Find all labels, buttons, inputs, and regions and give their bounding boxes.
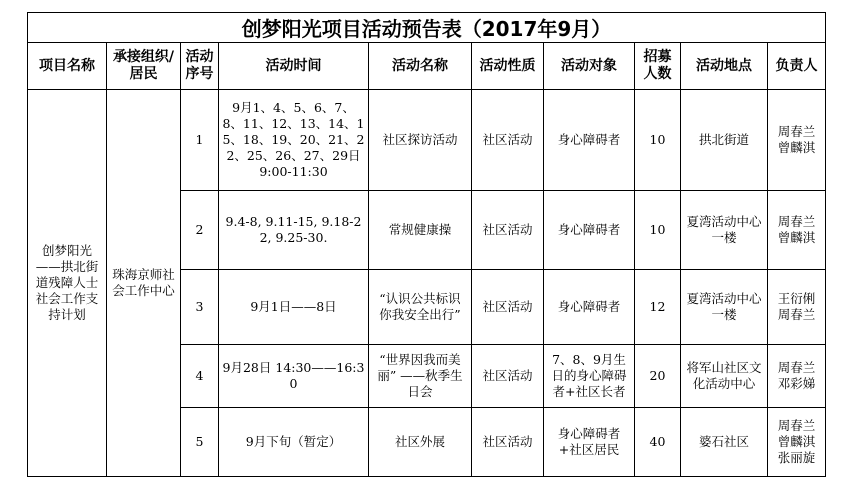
activity-time-cell: 9月28日 14:30——16:30 <box>219 345 369 408</box>
leader-cell: 周春兰 曾麟淇 <box>768 90 826 191</box>
activity-target-cell: 身心障碍者 <box>544 270 635 345</box>
activity-name-cell: “认识公共标识 你我安全出行” <box>369 270 472 345</box>
activity-nature-cell: 社区活动 <box>472 270 544 345</box>
location-cell: 夏湾活动中心一楼 <box>681 270 768 345</box>
activity-name-cell: 常规健康操 <box>369 191 472 270</box>
activity-target-cell: 身心障碍者 <box>544 90 635 191</box>
activity-time-cell: 9.4-8, 9.11-15, 9.18-22, 9.25-30. <box>219 191 369 270</box>
activity-time-cell: 9月下旬（暂定） <box>219 408 369 477</box>
activity-no-cell: 4 <box>181 345 219 408</box>
project-name-cell: 创梦阳光——拱北街道残障人士社会工作支持计划 <box>28 90 107 477</box>
table-row <box>28 90 826 191</box>
activity-target-cell: 7、8、9月生日的身心障碍者+社区长者 <box>544 345 635 408</box>
leader-cell: 周春兰 曾麟淇 张丽旋 <box>768 408 826 477</box>
activity-time-cell: 9月1、4、5、6、7、8、11、12、13、14、15、18、19、20、21、22、25、26、27、29日 9:00-11:30 <box>219 90 369 191</box>
activity-schedule-table <box>27 12 826 477</box>
activity-name-cell: 社区外展 <box>369 408 472 477</box>
leader-cell: 周春兰 曾麟淇 <box>768 191 826 270</box>
activity-nature-cell: 社区活动 <box>472 90 544 191</box>
activity-no-cell: 1 <box>181 90 219 191</box>
leader-cell: 王衍俐 周春兰 <box>768 270 826 345</box>
header-location: 活动地点 <box>681 43 768 90</box>
header-project-name: 项目名称 <box>28 43 107 90</box>
recruit-count-cell: 10 <box>635 90 681 191</box>
activity-nature-cell: 社区活动 <box>472 408 544 477</box>
organization-cell: 珠海京师社会工作中心 <box>107 90 181 477</box>
location-cell: 婆石社区 <box>681 408 768 477</box>
activity-name-cell: “世界因我而美丽” ——秋季生日会 <box>369 345 472 408</box>
activity-no-cell: 5 <box>181 408 219 477</box>
header-activity-name: 活动名称 <box>369 43 472 90</box>
header-activity-no: 活动序号 <box>181 43 219 90</box>
activity-target-cell: 身心障碍者 <box>544 191 635 270</box>
header-activity-time: 活动时间 <box>219 43 369 90</box>
recruit-count-cell: 20 <box>635 345 681 408</box>
activity-no-cell: 2 <box>181 191 219 270</box>
location-cell: 夏湾活动中心一楼 <box>681 191 768 270</box>
header-activity-target: 活动对象 <box>544 43 635 90</box>
leader-cell: 周春兰 邓彩娣 <box>768 345 826 408</box>
header-recruit-count: 招募人数 <box>635 43 681 90</box>
activity-nature-cell: 社区活动 <box>472 345 544 408</box>
activity-time-cell: 9月1日——8日 <box>219 270 369 345</box>
table-title: 创梦阳光项目活动预告表（2017年9月） <box>28 13 826 43</box>
location-cell: 拱北街道 <box>681 90 768 191</box>
recruit-count-cell: 10 <box>635 191 681 270</box>
activity-name-cell: 社区探访活动 <box>369 90 472 191</box>
recruit-count-cell: 12 <box>635 270 681 345</box>
activity-nature-cell: 社区活动 <box>472 191 544 270</box>
header-activity-nature: 活动性质 <box>472 43 544 90</box>
recruit-count-cell: 40 <box>635 408 681 477</box>
header-leader: 负责人 <box>768 43 826 90</box>
location-cell: 将军山社区文化活动中心 <box>681 345 768 408</box>
activity-no-cell: 3 <box>181 270 219 345</box>
header-organization: 承接组织/居民 <box>107 43 181 90</box>
activity-target-cell: 身心障碍者+社区居民 <box>544 408 635 477</box>
